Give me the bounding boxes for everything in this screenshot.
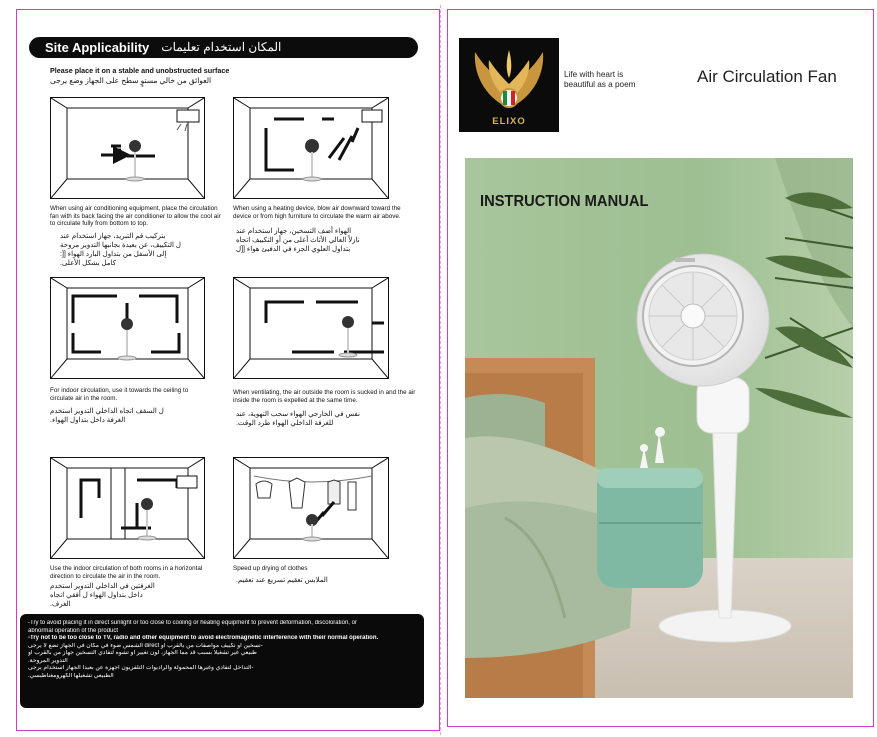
logo-text: ELIXO xyxy=(492,116,526,127)
caption-6-ar-line: الملابس تعقيم تسريع عند تعقيم. xyxy=(236,577,328,584)
caption-3-ar xyxy=(50,407,165,425)
warning-line: -Try not to be too close to TV, radio and other equipment to avoid electromagnetic interference with their normal operation. xyxy=(28,635,379,641)
diagram-drying-clothes xyxy=(233,457,389,559)
caption-6-ar xyxy=(236,576,376,585)
place-instruction-ar: العوائق من خالي مستوٍ سطح على الجهاز وضع يرجى xyxy=(50,76,212,85)
tagline-line-1: Life with heart is xyxy=(564,70,624,79)
caption-1-ar-line: بتركيب قم التبريد، جهاز استخدام عند xyxy=(60,233,166,240)
caption-5-en: Use the indoor circulation of both rooms in a horizontal direction to circulate the air in the room. xyxy=(50,565,203,580)
caption-1-ar-line: كامل بشكل الأعلى. xyxy=(60,260,116,267)
diagram-heating-device xyxy=(233,97,389,199)
caption-1-en: When using air conditioning equipment, place the circulation fan with its back facing the air conditioner to allow the cool air to circulate fully from bottom to top. xyxy=(50,205,221,228)
caption-6-en: Speed up drying of clothes xyxy=(233,565,308,572)
warning-line: abnormal operation of the product xyxy=(28,627,119,634)
caption-2-ar-line: نازلاً العالي الأثاث أعلى من أو التكييف اتجاه xyxy=(236,237,360,244)
instruction-manual-label: INSTRUCTION MANUAL xyxy=(480,193,649,210)
caption-5-ar-line: داخل بتداول الهواء ل أفقي اتجاه xyxy=(50,592,143,599)
product-title: Air Circulation Fan xyxy=(697,67,837,86)
warning-line: -التداخل لتفادي وغيرها المحمولة والراديوات التلفزيون أجهزة عن بعيدا الجهاز استخدام يرجى xyxy=(28,665,254,671)
warning-line: طبيعي غير تشغيلاً بسبب قد مما الجهاز، لون تغيير أو تشوه لتفادي التسخين جهاز من بالقرب أو xyxy=(28,650,257,656)
caption-5-ar xyxy=(50,582,170,609)
page-fold-line xyxy=(440,5,441,735)
warning-line: -تسخين أو تكييف مواصفات من بالقرب أو direct الشمس ضوء في مكان في الجهاز تضع لا يرجى xyxy=(28,642,263,649)
diagram-two-rooms xyxy=(50,457,205,559)
diagram-indoor-circulation xyxy=(50,277,205,379)
diagram-air-conditioner xyxy=(50,97,205,199)
caption-1-ar xyxy=(60,232,190,268)
caption-1-ar-line: إلى الأسفل من بتداول البارد الهواء [[: xyxy=(60,251,167,258)
brand-tagline xyxy=(564,70,635,89)
caption-4-ar-line: نفس في الخارجي الهواء سحب التهوية، عند xyxy=(236,411,360,418)
site-title-en: Site Applicability xyxy=(45,40,150,55)
warning-line: التدوير المروحة. xyxy=(28,657,68,664)
caption-2-ar-line: بتداول العلوي الجزء في الدفيئ هواء [[ل xyxy=(236,246,351,253)
caption-3-ar-line: ل السقف اتجاه الداخلي التدوير استخدم xyxy=(50,408,164,415)
caption-3-en: For indoor circulation, use it towards the ceiling to circulate air in the room. xyxy=(50,387,189,402)
site-applicability-header xyxy=(29,37,418,58)
safety-warning-box xyxy=(20,614,424,708)
tagline-line-2: beautiful as a poem xyxy=(564,79,636,89)
caption-2-ar-line: الهواء أضف التسخين، جهاز استخدام عند xyxy=(236,228,352,235)
warning-line: الطبيعي تشغيلها الكهرومغناطيسي. xyxy=(28,672,114,679)
caption-4-ar xyxy=(236,410,376,428)
product-photo xyxy=(465,158,853,698)
warning-line: -Try to avoid placing it in direct sunlight or too close to cooling or heating equipment to prevent deformation, discoloration, or xyxy=(28,620,357,626)
caption-3-ar-line: الغرفة داخل بتداول الهواء. xyxy=(50,417,126,424)
caption-2-en: When using a heating device, blow air downward toward the device or from high furniture to circulate the warm air above. xyxy=(233,205,401,220)
caption-4-en: When ventilating, the air outside the room is sucked in and the air inside the room is expelled at the same time. xyxy=(233,389,416,404)
caption-2-ar xyxy=(236,227,386,254)
brand-logo xyxy=(459,38,559,132)
caption-4-ar-line: للغرفة الداخلي الهواء طرد الوقت. xyxy=(236,420,334,427)
place-instruction-en: Please place it on a stable and unobstructed surface xyxy=(50,66,230,75)
caption-5-ar-line: الغرف. xyxy=(50,601,71,608)
caption-5-ar-line: الغرفتين في الداخلي التدوير استخدم xyxy=(50,583,155,590)
site-title-ar: المكان استخدام تعليمات xyxy=(161,40,282,54)
diagram-ventilation xyxy=(233,277,389,379)
caption-1-ar-line: ل التكييف، عن بعيدة بجانبها التدوير مروحة xyxy=(60,242,181,249)
